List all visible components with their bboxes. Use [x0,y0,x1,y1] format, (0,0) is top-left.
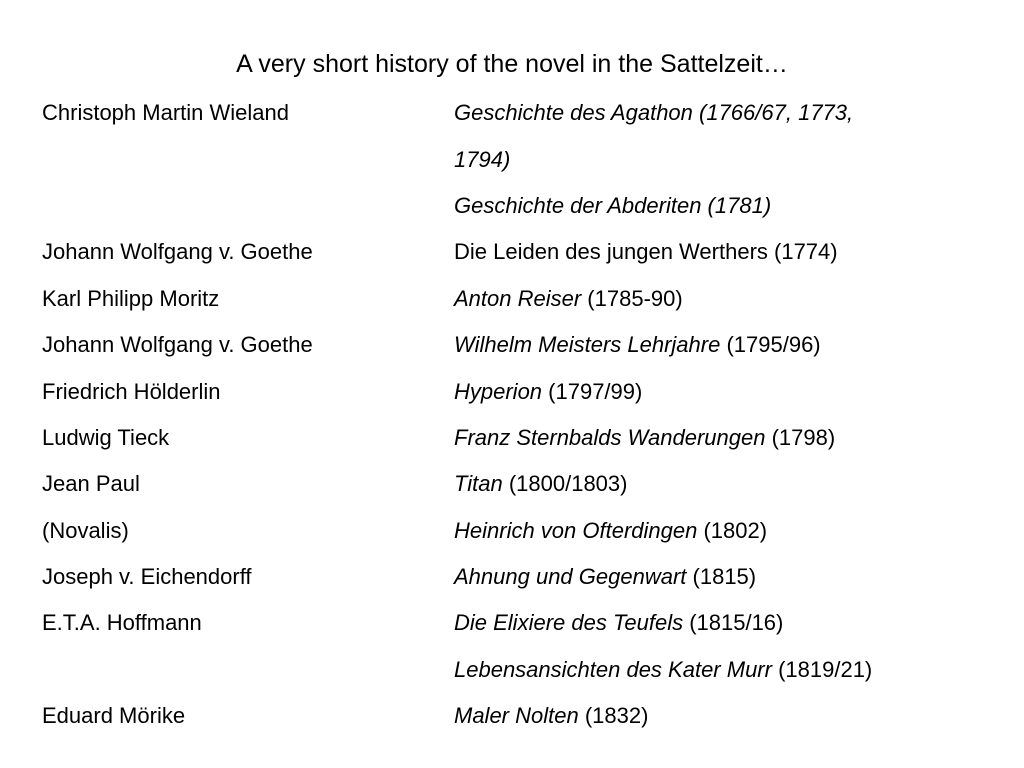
work-title: Ahnung und Gegenwart [454,564,687,590]
author-name: Christoph Martin Wieland [42,100,289,126]
author-name: E.T.A. Hoffmann [42,610,202,636]
work-cell [454,703,982,729]
author-name: Joseph v. Eichendorff [42,564,252,590]
table-row [42,90,982,136]
work-cell [454,147,982,173]
table-row [42,508,982,554]
work-cell [454,564,982,590]
work-date: (1832) [578,703,649,729]
novel-table [42,90,982,739]
work-date: (1802) [697,517,768,543]
author-name: Eduard Mörike [42,703,186,729]
work-date: Die Leiden des jungen Werthers (1774) [454,239,838,265]
table-row [42,276,982,322]
author-name: (Novalis) [42,517,129,543]
work-title: Die Elixiere des Teufels [454,610,684,636]
work-cell [454,425,982,451]
author-name: Karl Philipp Moritz [42,285,220,311]
slide-title: A very short history of the novel in the Sattelzeit… [236,50,788,78]
table-row [42,183,982,229]
work-title: 1794) [454,146,511,172]
work-cell [454,518,982,544]
table-row [42,647,982,693]
author-name: Jean Paul [42,471,140,497]
work-cell [454,657,982,683]
work-title: Franz Sternbalds Wanderungen [454,424,766,450]
work-cell [454,239,982,265]
table-row [42,322,982,368]
table-row [42,136,982,182]
work-date: (1815/16) [683,610,784,636]
author-name: Friedrich Hölderlin [42,378,221,404]
work-date: (1798) [765,424,836,450]
work-title: Geschichte des Agathon (1766/67, 1773, [454,100,854,126]
work-title: Heinrich von Ofterdingen [454,517,698,543]
work-date: (1797/99) [542,378,643,404]
table-row [42,229,982,275]
work-cell [454,471,982,497]
table-row [42,693,982,739]
work-title: Geschichte der Abderiten (1781) [454,192,772,218]
work-title: Lebensansichten des Kater Murr [454,656,772,682]
work-cell [454,286,982,312]
work-title: Maler Nolten [454,703,579,729]
table-row [42,368,982,414]
work-cell [454,193,982,219]
work-date: (1815) [686,564,757,590]
work-date: (1819/21) [771,656,873,682]
work-date: (1785-90) [581,285,683,311]
work-title: Anton Reiser [454,285,582,311]
work-title: Wilhelm Meisters Lehrjahre [454,332,721,358]
author-name: Johann Wolfgang v. Goethe [42,332,313,358]
work-title: Hyperion [454,378,543,404]
work-title: Titan [454,471,503,497]
table-row [42,554,982,600]
work-date: (1795/96) [720,332,821,358]
work-cell [454,610,982,636]
author-name: Ludwig Tieck [42,424,170,450]
table-row [42,600,982,646]
table-row [42,461,982,507]
work-cell [454,379,982,405]
work-cell [454,332,982,358]
table-row [42,415,982,461]
work-date: (1800/1803) [502,471,628,497]
author-name: Johann Wolfgang v. Goethe [42,239,313,265]
work-cell [454,100,982,126]
